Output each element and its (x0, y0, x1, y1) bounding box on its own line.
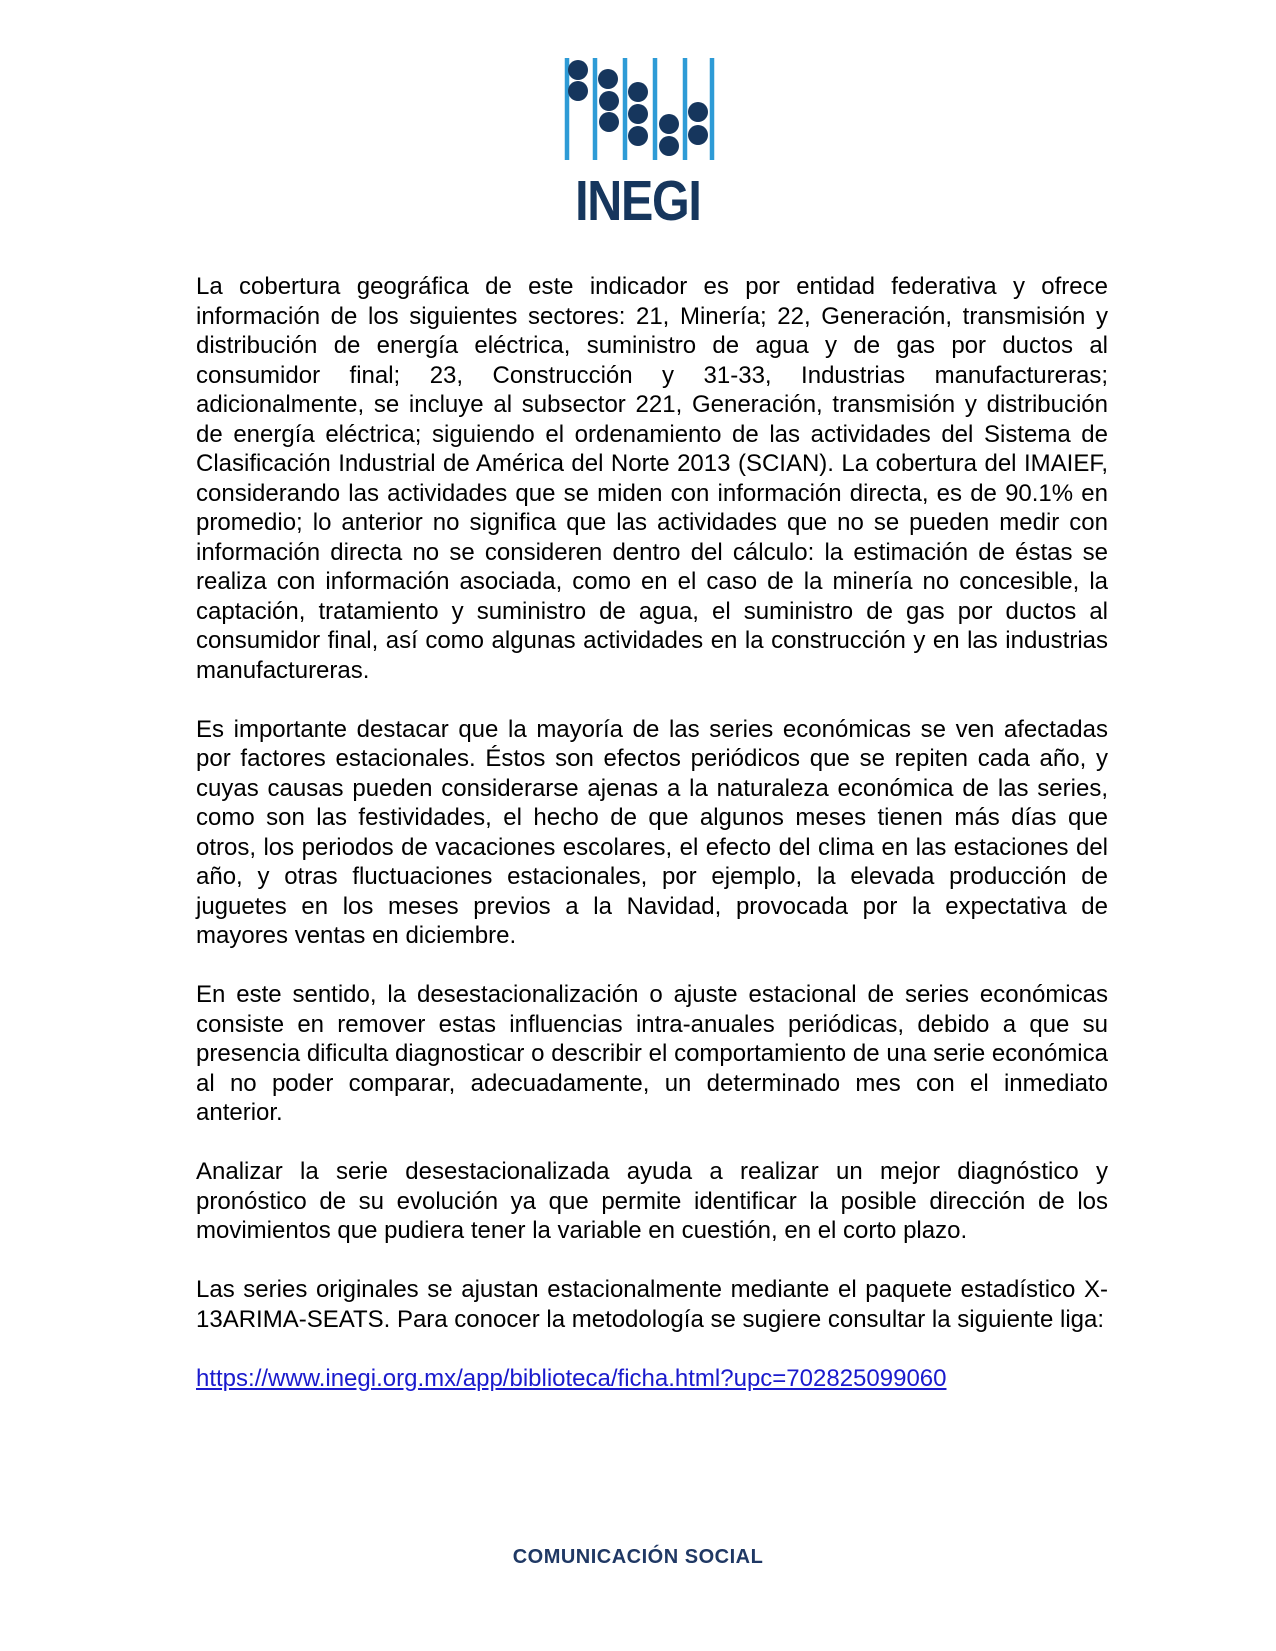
paragraph-deseasonalization: En este sentido, la desestacionalización o ajuste estacional de series económicas consiste en remover estas influencias intra-anuales periódicas, debido a que su presencia dificulta diagnosticar o describir el comportamiento de una serie económica al no poder comparar, adecuadamente, un determinado mes con el inmediato anterior. (196, 981, 1108, 1126)
document-body (196, 272, 1108, 1423)
paragraph-methodology: Las series originales se ajustan estacionalmente mediante el paquete estadístico X-13ARIMA-SEATS. Para conocer la metodología se sugiere consultar la siguiente liga: (196, 1276, 1108, 1333)
paragraph-coverage: La cobertura geográfica de este indicador es por entidad federativa y ofrece información de los siguientes sectores: 21, Minería; 22, Generación, transmisión y distribución de energía eléctrica, suministro de agua y de gas por ductos al consumidor final; 23, Construcción y 31-33, Industrias manufactureras; adicionalmente, se incluye al subsector 221, Generación, transmisión y distribución de energía eléctrica; siguiendo el ordenamiento de las actividades del Sistema de Clasificación Industrial de América del Norte 2013 (SCIAN). La cobertura del IMAIEF, considerando las actividades que se miden con información directa, es de 90.1% en promedio; lo anterior no significa que las actividades que no se pueden medir con información directa no se consideren dentro del cálculo: la estimación de éstas se realiza con información asociada, como en el caso de la minería no concesible, la captación, tratamiento y suministro de agua, el suministro de gas por ductos al consumidor final, así como algunas actividades en la construcción y en las industrias manufactureras. (196, 273, 1108, 684)
paragraph-analysis: Analizar la serie desestacionalizada ayuda a realizar un mejor diagnóstico y pronóstico de su evolución ya que permite identificar la posible dirección de los movimientos que pudiera tener la variable en cuestión, en el corto plazo. (196, 1158, 1108, 1244)
inegi-abacus-icon (553, 56, 723, 168)
paragraph-seasonal-factors: Es importante destacar que la mayoría de las series económicas se ven afectadas por factores estacionales. Éstos son efectos periódicos que se repiten cada año, y cuyas causas pueden considerarse ajenas a la naturaleza económica de las series, como son las festividades, el hecho de que algunos meses tienen más días que otros, los periodos de vacaciones escolares, el efecto del clima en las estaciones del año, y otras fluctuaciones estacionales, por ejemplo, la elevada producción de juguetes en los meses previos a la Navidad, provocada por la expectativa de mayores ventas en diciembre. (196, 715, 1108, 949)
inegi-logo (0, 56, 1276, 233)
page-footer (0, 1546, 1276, 1569)
methodology-link[interactable]: https://www.inegi.org.mx/app/biblioteca/ficha.html?upc=702825099060 (196, 1364, 947, 1392)
footer-label: COMUNICACIÓN SOCIAL (512, 1546, 764, 1568)
inegi-wordmark: INEGI (575, 169, 701, 233)
link-line (196, 1364, 1108, 1394)
